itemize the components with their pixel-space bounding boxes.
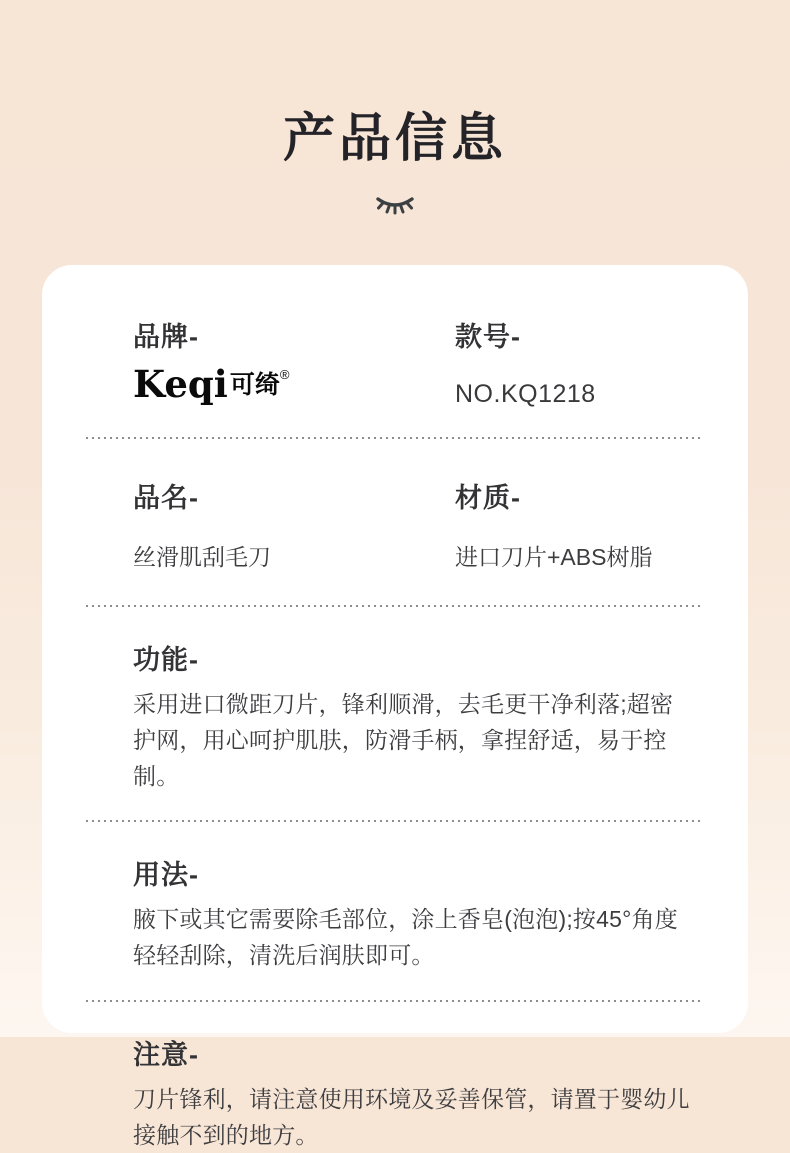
model-field: [455, 315, 694, 409]
brand-logo-latin: Keqi: [133, 362, 228, 406]
divider: [86, 1000, 704, 1002]
page-title: 产品信息: [282, 110, 507, 168]
divider: [86, 437, 704, 439]
brand-label: 品牌-: [133, 322, 199, 352]
name-field: [133, 476, 455, 572]
material-value: 进口刀片+ABS树脂: [455, 544, 653, 570]
brand-logo: [133, 362, 455, 406]
material-field: [455, 476, 694, 572]
model-label: 款号-: [455, 322, 521, 352]
name-label: 品名-: [133, 483, 199, 513]
product-info-card: [42, 265, 748, 1148]
caution-text: 刀片锋利，请注意使用环境及妥善保管，请置于婴幼儿接触不到的地方。: [133, 1086, 690, 1148]
section-usage: [86, 853, 704, 973]
section-function: [86, 638, 704, 794]
brand-field: [133, 315, 455, 409]
name-material-row: [86, 476, 704, 572]
registered-trademark-icon: ®: [279, 367, 290, 382]
usage-text: 腋下或其它需要除毛部位，涂上香皂(泡泡);按45°角度轻轻刮除，清洗后润肤即可。: [133, 906, 678, 968]
model-value: NO.KQ1218: [455, 380, 596, 408]
name-value: 丝滑肌刮毛刀: [133, 544, 271, 570]
divider: [86, 820, 704, 822]
brand-logo-chinese: 可绮: [229, 371, 280, 399]
usage-label: 用法-: [133, 860, 199, 890]
function-label: 功能-: [133, 645, 199, 675]
divider: [86, 605, 704, 607]
caution-label: 注意-: [133, 1040, 199, 1070]
function-text: 采用进口微距刀片，锋利顺滑，去毛更干净利落;超密护网，用心呵护肌肤，防滑手柄，拿捏舒适，易于控制。: [133, 691, 674, 789]
eyelash-icon: [0, 193, 790, 225]
brand-model-row: [86, 315, 704, 409]
material-label: 材质-: [455, 483, 521, 513]
section-caution: [86, 1033, 704, 1153]
